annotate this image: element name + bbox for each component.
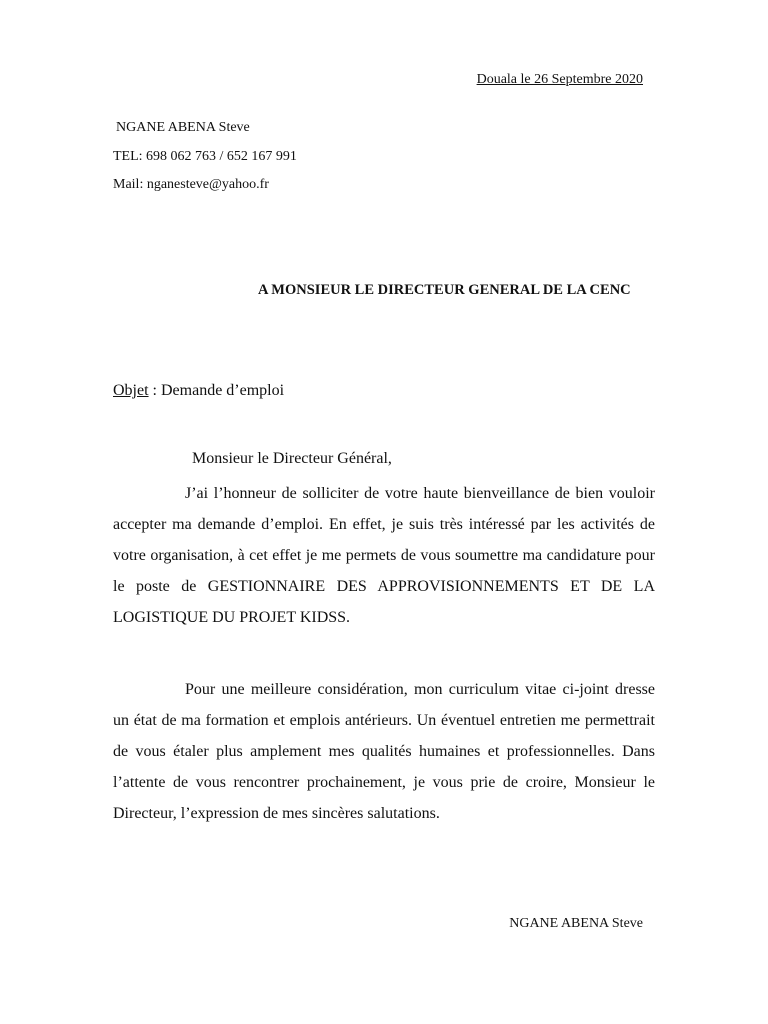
subject-value: Demande d’emploi bbox=[161, 382, 285, 399]
subject-separator: : bbox=[148, 382, 161, 399]
signature: NGANE ABENA Steve bbox=[509, 916, 643, 931]
body-paragraph-1: J’ai l’honneur de solliciter de votre haute bienveillance de bien vouloir accepter ma demande d’emploi. En effet, je suis très intéressé par les activités de votre organisation, à cet effet je me permets de vous soumettre ma candidature pour le poste de GESTIONNAIRE DES APPROVISIONNEMENTS ET DE LA LOGISTIQUE DU PROJET KIDSS. bbox=[113, 485, 655, 626]
sender-phone: TEL: 698 062 763 / 652 167 991 bbox=[113, 149, 297, 164]
subject-key: Objet bbox=[113, 382, 149, 399]
recipient-line: A MONSIEUR LE DIRECTEUR GENERAL DE LA CENC bbox=[258, 282, 631, 298]
body-paragraph-2: Pour une meilleure considération, mon curriculum vitae ci-joint dresse un état de ma formation et emplois antérieurs. Un éventuel entretien me permettrait de vous étaler plus amplement mes qualités humaines et professionnelles. Dans l’attente de vous rencontrer prochainement, je vous prie de croire, Monsieur le Directeur, l’expression de mes sincères salutations. bbox=[113, 681, 655, 822]
subject-line bbox=[113, 382, 284, 400]
sender-email: Mail: nganesteve@yahoo.fr bbox=[113, 177, 269, 192]
place-date: Douala le 26 Septembre 2020 bbox=[476, 72, 643, 87]
sender-name: NGANE ABENA Steve bbox=[116, 120, 250, 135]
salutation: Monsieur le Directeur Général, bbox=[192, 450, 392, 467]
